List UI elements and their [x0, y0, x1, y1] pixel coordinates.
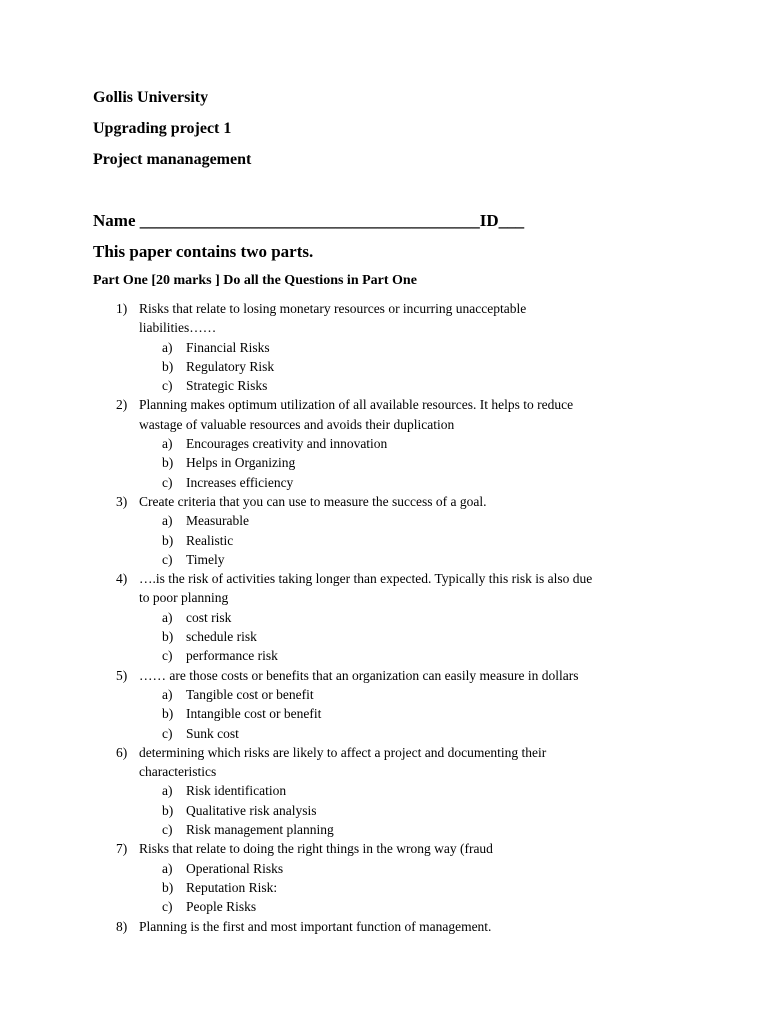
question-text-line: Planning is the first and most important function of management. — [139, 918, 492, 934]
option-text: Risk management planning — [186, 822, 334, 838]
option-letter: b) — [162, 532, 174, 548]
course-title: Project mananagement — [93, 151, 252, 168]
option-letter: c) — [162, 822, 173, 838]
option-text: schedule risk — [186, 629, 257, 645]
university-name: Gollis University — [93, 89, 209, 106]
question-number: 7) — [116, 841, 128, 857]
question-text-line: characteristics — [139, 764, 217, 780]
option-text: performance risk — [186, 648, 278, 664]
answer-option — [0, 338, 768, 357]
question-text-line: ….is the risk of activities taking longer than expected. Typically this risk is also due — [139, 571, 593, 587]
option-text: Sunk cost — [186, 725, 239, 741]
option-letter: c) — [162, 899, 173, 915]
question-number: 1) — [116, 301, 128, 316]
option-letter: c) — [162, 725, 173, 741]
option-text: Operational Risks — [186, 860, 284, 876]
part-one-title: Part One [20 marks ] Do all the Questions in Part One — [93, 273, 417, 288]
question-text-line: Planning makes optimum utilization of all available resources. It helps to reduce — [139, 397, 574, 413]
question-text-line: wastage of valuable resources and avoids their duplication — [139, 416, 455, 432]
option-text: Qualitative risk analysis — [186, 802, 317, 818]
question-item — [0, 666, 679, 685]
option-letter: c) — [162, 378, 173, 394]
name-id-line: Name ________________________________________ID___ — [93, 211, 525, 230]
question-item — [0, 917, 679, 936]
question-number: 4) — [116, 571, 128, 587]
answer-option — [0, 453, 768, 472]
option-text: Measurable — [186, 513, 249, 529]
option-letter: c) — [162, 474, 173, 490]
project-title: Upgrading project 1 — [93, 120, 232, 137]
option-letter: c) — [162, 551, 173, 567]
answer-option — [0, 550, 768, 569]
question-number: 3) — [116, 493, 128, 509]
answer-option — [0, 608, 768, 627]
option-text: Encourages creativity and innovation — [186, 436, 388, 452]
question-number: 8) — [116, 918, 128, 934]
option-text: Intangible cost or benefit — [186, 706, 322, 722]
answer-option — [0, 820, 768, 839]
question-number: 5) — [116, 667, 128, 683]
option-text: Risk identification — [186, 783, 287, 799]
question-item — [0, 569, 679, 608]
answer-option — [0, 685, 768, 704]
option-text: Financial Risks — [186, 339, 270, 355]
option-text: People Risks — [186, 899, 257, 915]
answer-option — [0, 531, 768, 550]
answer-option — [0, 357, 768, 376]
option-letter: b) — [162, 629, 174, 645]
answer-option — [0, 434, 768, 453]
question-text-line: liabilities…… — [139, 320, 217, 336]
question-item — [0, 395, 679, 434]
question-item — [0, 492, 679, 511]
answer-option — [0, 473, 768, 492]
question-text-line: Risks that relate to doing the right things in the wrong way (fraud — [139, 841, 493, 857]
question-item — [0, 839, 679, 858]
question-number: 6) — [116, 744, 128, 760]
option-letter: a) — [162, 609, 173, 625]
option-letter: a) — [162, 436, 173, 452]
option-text: Increases efficiency — [186, 474, 294, 490]
option-letter: a) — [162, 860, 173, 876]
answer-option — [0, 627, 768, 646]
question-text-line: …… are those costs or benefits that an organization can easily measure in dollars — [139, 667, 579, 683]
option-text: Realistic — [186, 532, 234, 548]
answer-option — [0, 897, 768, 916]
option-letter: b) — [162, 455, 174, 471]
answer-option — [0, 781, 768, 800]
question-number: 2) — [116, 397, 128, 413]
option-letter: b) — [162, 879, 174, 895]
option-letter: a) — [162, 339, 173, 355]
paper-note: This paper contains two parts. — [93, 242, 314, 261]
question-text-line: determining which risks are likely to affect a project and documenting their — [139, 744, 547, 760]
option-letter: c) — [162, 648, 173, 664]
option-text: Reputation Risk: — [186, 879, 278, 895]
answer-option — [0, 704, 768, 723]
option-letter: b) — [162, 802, 174, 818]
option-text: Helps in Organizing — [186, 455, 296, 471]
answer-option — [0, 859, 768, 878]
option-text: Tangible cost or benefit — [186, 686, 314, 702]
answer-option — [0, 724, 768, 743]
option-text: Regulatory Risk — [186, 358, 275, 374]
answer-option — [0, 878, 768, 897]
option-text: cost risk — [186, 609, 232, 625]
answer-option — [0, 801, 768, 820]
option-letter: b) — [162, 706, 174, 722]
question-list — [0, 299, 768, 936]
option-letter: a) — [162, 513, 173, 529]
answer-option — [0, 646, 768, 665]
option-letter: b) — [162, 358, 174, 374]
option-text: Strategic Risks — [186, 378, 268, 394]
question-text-line: Risks that relate to losing monetary resources or incurring unacceptable — [139, 301, 527, 316]
answer-option — [0, 376, 768, 395]
question-item — [0, 743, 679, 782]
option-text: Timely — [186, 551, 225, 567]
question-text-line: to poor planning — [139, 590, 229, 606]
option-letter: a) — [162, 783, 173, 799]
question-text-line: Create criteria that you can use to measure the success of a goal. — [139, 493, 487, 509]
question-item — [0, 299, 679, 338]
answer-option — [0, 511, 768, 530]
option-letter: a) — [162, 686, 173, 702]
